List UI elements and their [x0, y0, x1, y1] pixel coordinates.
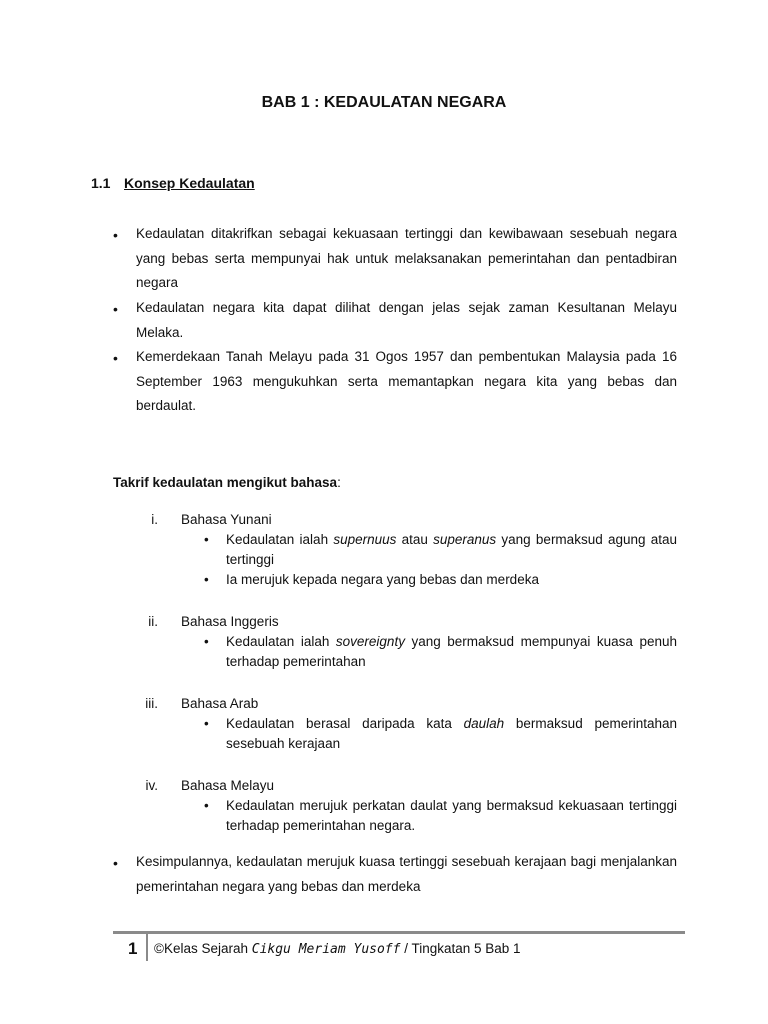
list-numeral: iv.: [145, 778, 158, 793]
definition-heading: [113, 475, 341, 490]
bullet-text: Kemerdekaan Tanah Melayu pada 31 Ogos 1957 dan pembentukan Malaysia pada 16 September 1963 mengukuhkan serta memantapkan negara kita yang bebas dan berdaulat.: [136, 349, 677, 413]
bullet-marker: •: [113, 350, 118, 366]
sub-bullet-marker: •: [204, 634, 209, 649]
bullet-marker: •: [113, 855, 118, 871]
page-number: 1: [128, 939, 138, 958]
sub-bullet-text: Ia merujuk kepada negara yang bebas dan merdeka: [226, 572, 539, 587]
section-number: 1.1: [91, 175, 111, 191]
list-numeral: i.: [151, 512, 158, 527]
sub-bullet-text: Kedaulatan ialah sovereignty yang bermaksud mempunyai kuasa penuh terhadap pemerintahan: [226, 634, 678, 669]
conclusion-text: Kesimpulannya, kedaulatan merujuk kuasa tertinggi sesebuah kerajaan bagi menjalankan pemerintahan negara yang bebas dan merdeka: [136, 854, 677, 894]
sub-bullet-marker: •: [204, 532, 209, 547]
page-title: BAB 1 : KEDAULATAN NEGARA: [261, 94, 507, 111]
language-name: Bahasa Arab: [181, 696, 259, 711]
section-label: Konsep Kedaulatan: [124, 175, 255, 191]
list-numeral: iii.: [145, 696, 158, 711]
bullet-marker: •: [113, 301, 118, 317]
bullet-marker: •: [113, 227, 118, 243]
language-name: Bahasa Yunani: [181, 512, 272, 527]
sub-bullet-text: Kedaulatan ialah supernuus atau superanus yang bermaksud agung atau tertinggi: [226, 532, 677, 567]
definition-heading-label: Takrif kedaulatan mengikut bahasa: [113, 475, 338, 490]
definition-heading-colon: :: [337, 475, 341, 490]
sub-bullet-text: Kedaulatan berasal daripada kata daulah bermaksud pemerintahan sesebuah kerajaan: [226, 716, 677, 751]
section-heading: [91, 175, 255, 191]
footer-divider: [146, 931, 148, 961]
sub-bullet-marker: •: [204, 716, 209, 731]
language-name: Bahasa Inggeris: [181, 614, 279, 629]
author-signature: Cikgu Meriam Yusoff: [251, 942, 401, 957]
bullet-text: Kedaulatan negara kita dapat dilihat dengan jelas sejak zaman Kesultanan Melayu Melaka.: [136, 300, 677, 340]
list-numeral: ii.: [148, 614, 158, 629]
sub-bullet-marker: •: [204, 798, 209, 813]
footer-rule: [113, 931, 685, 934]
language-name: Bahasa Melayu: [181, 778, 275, 793]
sub-bullet-text: Kedaulatan merujuk perkatan daulat yang bermaksud kekuasaan tertinggi terhadap pemerintahan negara.: [226, 798, 677, 833]
footer-text: ©Kelas Sejarah Cikgu Meriam Yusoff / Tingkatan 5 Bab 1: [154, 941, 521, 957]
sub-bullet-marker: •: [204, 572, 209, 587]
bullet-text: Kedaulatan ditakrifkan sebagai kekuasaan tertinggi dan kewibawaan sesebuah negara yang bebas serta mempunyai hak untuk melaksanakan pemerintahan dan pentadbiran negara: [136, 226, 677, 290]
